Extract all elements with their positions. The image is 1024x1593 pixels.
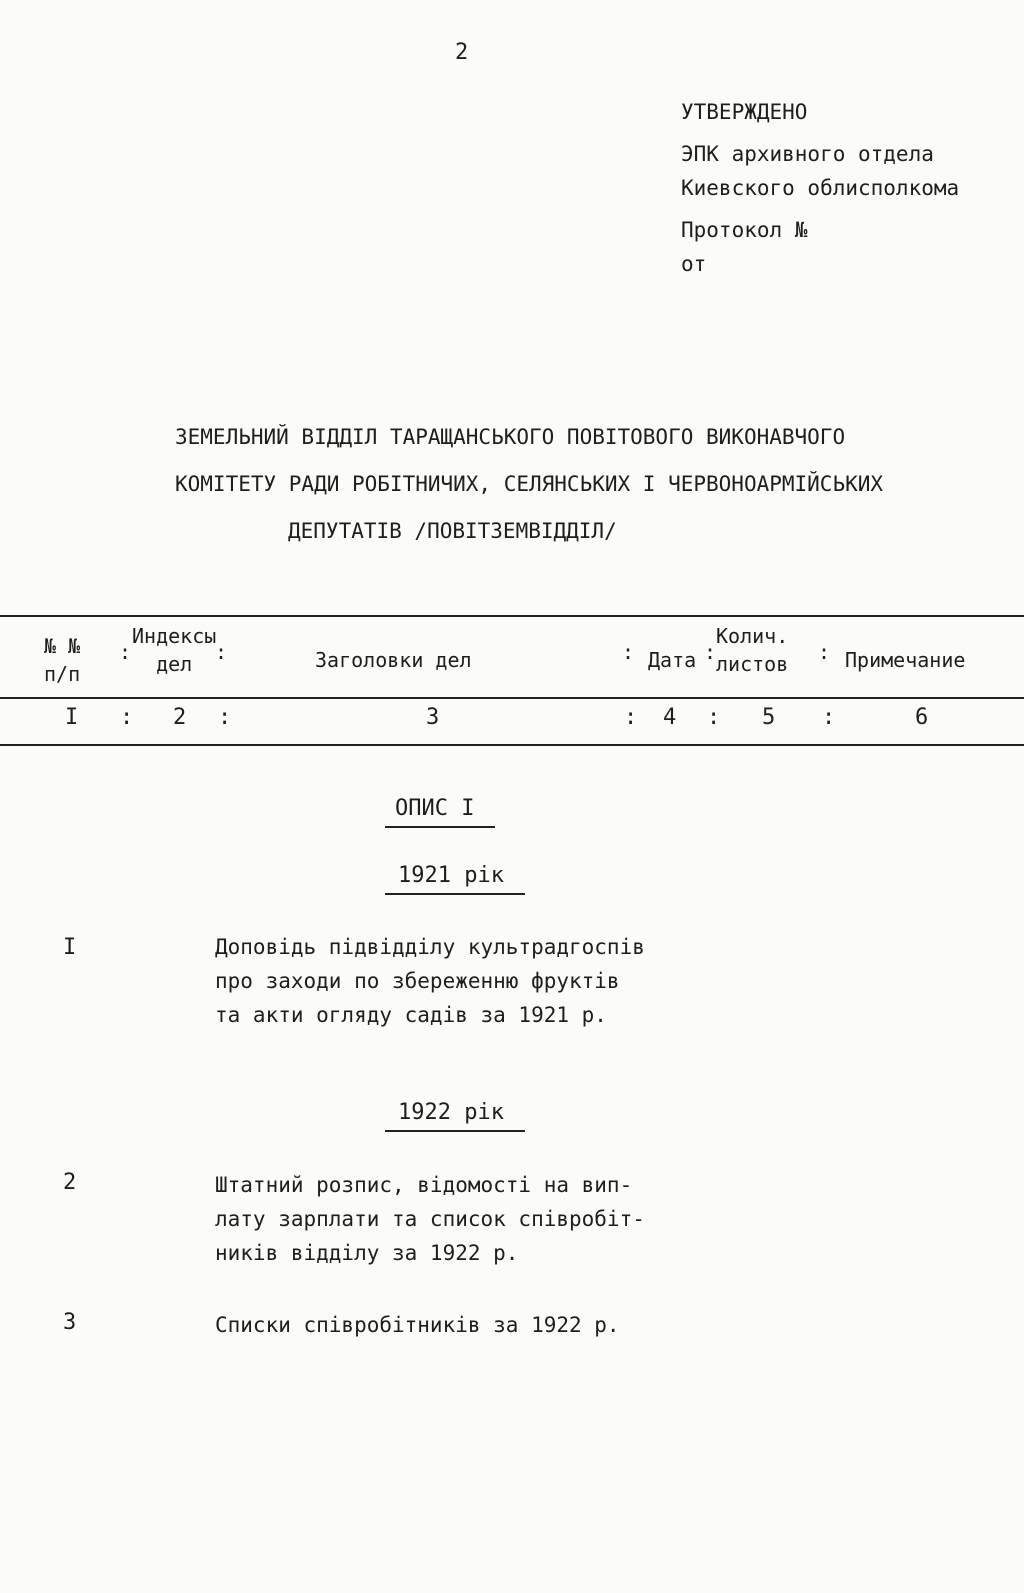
year-heading-1921: 1921 рік <box>398 863 504 888</box>
page-number: 2 <box>455 40 469 65</box>
fund-title-line-1: ЗЕМЕЛЬНИЙ ВІДДІЛ ТАРАЩАНСЬКОГО ПОВІТОВОГО ВИКОНАВЧОГО <box>175 425 846 449</box>
case-title-1: Доповідь підвідділу культрадгоспів про заходи по збереженню фруктів та акти огляду садів за 1921 р. <box>215 935 645 1027</box>
approval-protocol-number: Протокол № <box>681 218 808 242</box>
case-title-2: Штатний розпис, відомості на вип- лату зарплати та список співробіт- ників відділу за 1922 р. <box>215 1173 645 1265</box>
column-number-5: 5 <box>762 705 776 730</box>
header-titles: Заголовки дел <box>315 648 472 672</box>
header-number: № № п/п <box>44 634 81 686</box>
fund-title-line-2: КОМІТЕТУ РАДИ РОБІТНИЧИХ, СЕЛЯНСЬКИХ І ЧЕРВОНОАРМІЙСЬКИХ <box>175 472 884 496</box>
column-number-6: 6 <box>915 705 929 730</box>
fund-title-line-3: ДЕПУТАТІВ /ПОВІТЗЕМВІДДІЛ/ <box>288 519 617 543</box>
inventory-title: ОПИС I <box>395 796 475 821</box>
approval-authority-region: Киевского облисполкома <box>681 176 960 200</box>
case-number-2: 2 <box>63 1170 77 1195</box>
table-mid-rule <box>0 697 1024 699</box>
header-notes: Примечание <box>845 648 966 672</box>
column-number-1: I <box>65 705 79 730</box>
approval-stamp <box>681 95 959 281</box>
year-heading-1922: 1922 рік <box>398 1100 504 1125</box>
header-index: Индексы дел <box>132 624 217 676</box>
column-number-4: 4 <box>663 705 677 730</box>
table-top-rule <box>0 615 1024 617</box>
case-number-3: 3 <box>63 1310 77 1335</box>
column-number-2: 2 <box>173 705 187 730</box>
table-bottom-rule <box>0 744 1024 746</box>
column-number-3: 3 <box>426 705 440 730</box>
case-title-3: Списки співробітників за 1922 р. <box>215 1313 620 1337</box>
approval-authority: ЭПК архивного отдела <box>681 142 934 166</box>
case-number-1: I <box>63 935 77 960</box>
header-date: Дата <box>648 648 697 672</box>
approval-protocol-date: от <box>681 252 707 276</box>
header-sheet-count: Колич. листов <box>716 624 789 676</box>
approval-heading: УТВЕРЖДЕНО <box>681 100 808 124</box>
